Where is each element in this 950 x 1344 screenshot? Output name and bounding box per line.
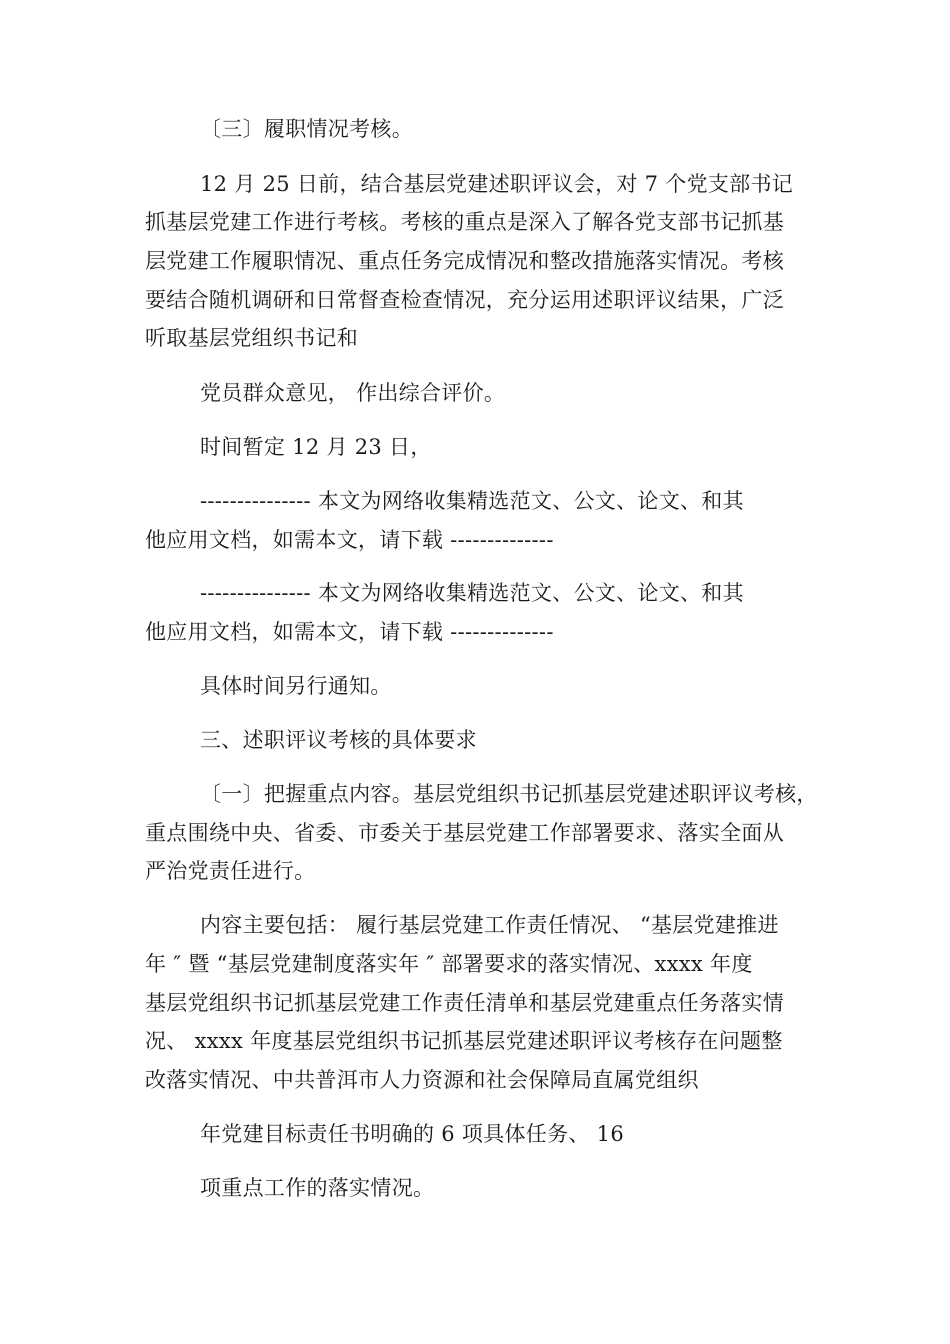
text-line: 严治党责任进行。: [145, 859, 316, 883]
text-line: 层党建工作履职情况、重点任务完成情况和整改措施落实情况。考核: [145, 249, 784, 273]
text-line: 改落实情况、中共普洱市人力资源和社会保障局直属党组织: [145, 1068, 699, 1092]
text-line: 年党建目标责任书明确的 6 项具体任务、 16: [200, 1122, 625, 1146]
text-line: --------------- 本文为网络收集精选范文、公文、论文、和其: [200, 581, 744, 605]
text-line: 项重点工作的落实情况。: [200, 1176, 435, 1200]
text-line: 党员群众意见， 作出综合评价。: [200, 381, 506, 405]
text-line: 年 ″ 暨 “基层党建制度落实年 ″ 部署要求的落实情况、xxxx 年度: [145, 952, 753, 976]
text-line: 他应用文档，如需本文，请下载 --------------: [145, 620, 554, 644]
text-line: 听取基层党组织书记和: [145, 326, 358, 350]
text-line: 况、 xxxx 年度基层党组织书记抓基层党建述职评议考核存在问题整: [145, 1029, 783, 1053]
text-line: 12 月 25 日前，结合基层党建述职评议会，对 7 个党支部书记: [200, 172, 794, 196]
text-line: 他应用文档，如需本文，请下载 --------------: [145, 528, 554, 552]
text-line: 〔三〕履职情况考核。: [200, 117, 413, 141]
text-line: 〔一〕把握重点内容。基层党组织书记抓基层党建述职评议考核，: [200, 782, 818, 806]
text-line: 重点围绕中央、省委、市委关于基层党建工作部署要求、落实全面从: [145, 821, 784, 845]
text-line: 基层党组织书记抓基层党建工作责任清单和基层党建重点任务落实情: [145, 991, 784, 1015]
text-line: 内容主要包括： 履行基层党建工作责任情况、 “基层党建推进: [200, 913, 779, 937]
text-line: 抓基层党建工作进行考核。考核的重点是深入了解各党支部书记抓基: [145, 210, 784, 234]
text-line: 时间暂定 12 月 23 日，: [200, 435, 432, 459]
section-heading: 三、述职评议考核的具体要求: [200, 728, 477, 752]
text-line: 要结合随机调研和日常督查检查情况，充分运用述职评议结果，广泛: [145, 288, 784, 312]
text-line: --------------- 本文为网络收集精选范文、公文、论文、和其: [200, 489, 744, 513]
text-line: 具体时间另行通知。: [200, 674, 392, 698]
